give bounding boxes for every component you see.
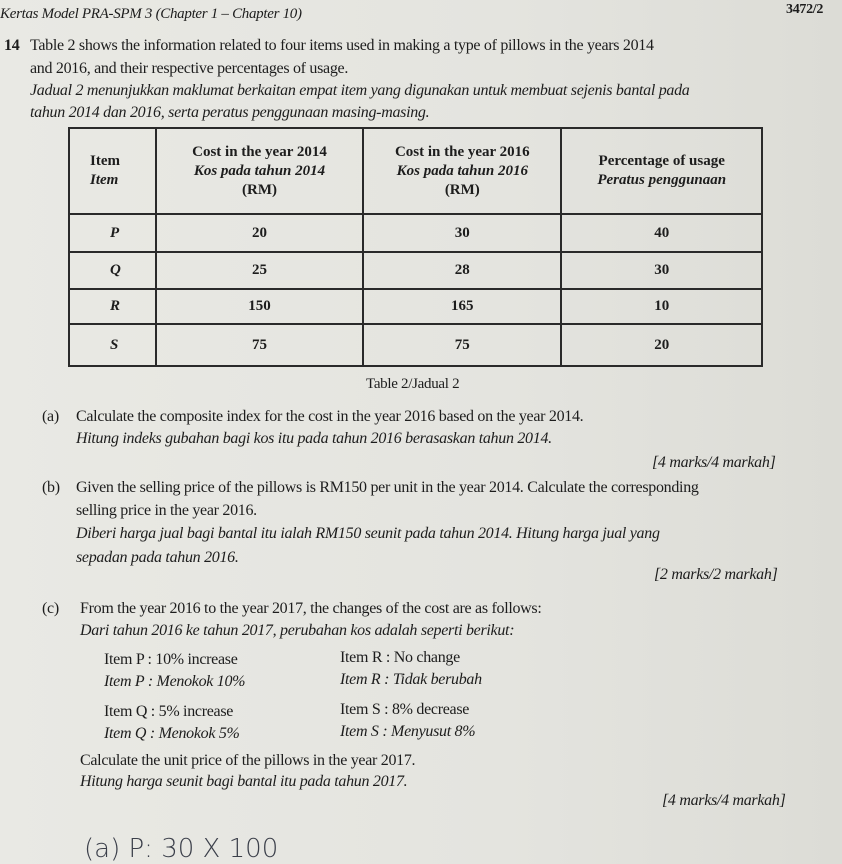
handwritten-answer: (a) P: 30 X 100 (84, 834, 279, 864)
part-c-label: (c) (42, 600, 59, 617)
part-b-en-1: Given the selling price of the pillows is RM150 per unit in the year 2014. Calculate the corresponding (76, 479, 699, 496)
table-header-row (69, 128, 762, 214)
cell-item: R (69, 289, 156, 324)
change-s-ms: Item S : Menyusut 8% (340, 723, 476, 740)
question-text-ms-1: Jadual 2 menunjukkan maklumat berkaitan empat item yang digunakan untuk membuat sejenis bantal pada (30, 82, 690, 99)
cell-cost2014: 25 (156, 252, 363, 289)
header-cost2014-ms: Kos pada tahun 2014 (193, 162, 326, 179)
cell-cost2016: 28 (363, 252, 561, 289)
part-a-ms: Hitung indeks gubahan bagi kos itu pada tahun 2016 berasaskan tahun 2014. (76, 430, 552, 447)
table-row (69, 324, 762, 366)
part-a-label: (a) (42, 408, 59, 425)
cell-cost2014: 150 (156, 289, 363, 324)
change-s-en: Item S : 8% decrease (340, 701, 470, 718)
question-text-en-2: and 2016, and their respective percentages of usage. (30, 60, 349, 77)
change-q-ms: Item Q : Menokok 5% (104, 725, 240, 742)
header-cost2014-en: Cost in the year 2014 (192, 143, 327, 160)
change-q-en: Item Q : 5% increase (104, 703, 234, 720)
change-p-en: Item P : 10% increase (104, 651, 238, 668)
table-caption: Table 2/Jadual 2 (366, 376, 460, 392)
header-cost2016-unit: (RM) (444, 181, 480, 198)
part-c-marks: [4 marks/4 markah] (662, 792, 786, 809)
part-b-ms-1: Diberi harga jual bagi bantal itu ialah RM150 seunit pada tahun 2014. Hitung harga jual yang (76, 525, 660, 542)
change-p-ms: Item P : Menokok 10% (104, 673, 246, 690)
question-text-ms-2: tahun 2014 dan 2016, serta peratus penggunaan masing-masing. (30, 104, 430, 121)
header-usage-ms: Peratus penggunaan (597, 172, 727, 188)
header-cost2016-en: Cost in the year 2016 (394, 143, 530, 160)
header-usage-en: Percentage of usage (598, 153, 725, 169)
question-number: 14 (4, 37, 20, 54)
part-b-label: (b) (42, 479, 60, 496)
part-c-en: From the year 2016 to the year 2017, the changes of the cost are as follows: (80, 600, 542, 617)
cell-cost2016: 75 (363, 324, 561, 366)
part-b-en-2: selling price in the year 2016. (76, 502, 257, 519)
header-item-ms: Item (90, 172, 119, 188)
part-b-ms-2: sepadan pada tahun 2016. (76, 549, 239, 566)
cell-cost2014: 20 (156, 214, 363, 252)
cell-item: P (69, 214, 156, 252)
data-table (68, 127, 763, 367)
cell-usage: 10 (561, 289, 762, 324)
change-r-ms: Item R : Tidak berubah (340, 671, 482, 688)
paper-code: 3472/2 (786, 2, 824, 17)
cell-cost2016: 165 (363, 289, 561, 324)
question-text-en-1: Table 2 shows the information related to four items used in making a type of pillows in the years 2014 (30, 37, 654, 54)
table-row (69, 214, 762, 252)
cell-item: Q (69, 252, 156, 289)
part-c-task-en: Calculate the unit price of the pillows in the year 2017. (80, 752, 416, 769)
paper-title: Kertas Model PRA-SPM 3 (Chapter 1 – Chapter 10) (0, 6, 302, 22)
cell-usage: 20 (561, 324, 762, 366)
part-c-task-ms: Hitung harga seunit bagi bantal itu pada tahun 2017. (80, 773, 408, 790)
table-row (69, 252, 762, 289)
part-b-marks: [2 marks/2 markah] (654, 566, 778, 583)
change-r-en: Item R : No change (340, 649, 460, 666)
header-cost2014-unit: (RM) (242, 181, 277, 198)
part-a-en: Calculate the composite index for the cost in the year 2016 based on the year 2014. (76, 408, 584, 425)
part-a-marks: [4 marks/4 markah] (652, 454, 776, 471)
cell-usage: 30 (561, 252, 762, 289)
cell-cost2016: 30 (363, 214, 561, 252)
header-item-en: Item (90, 153, 120, 169)
cell-cost2014: 75 (156, 324, 363, 366)
table-row (69, 289, 762, 324)
part-c-ms: Dari tahun 2016 ke tahun 2017, perubahan kos adalah seperti berikut: (80, 622, 515, 639)
header-cost2016-ms: Kos pada tahun 2016 (396, 162, 528, 179)
cell-usage: 40 (561, 214, 762, 252)
cell-item: S (69, 324, 156, 366)
